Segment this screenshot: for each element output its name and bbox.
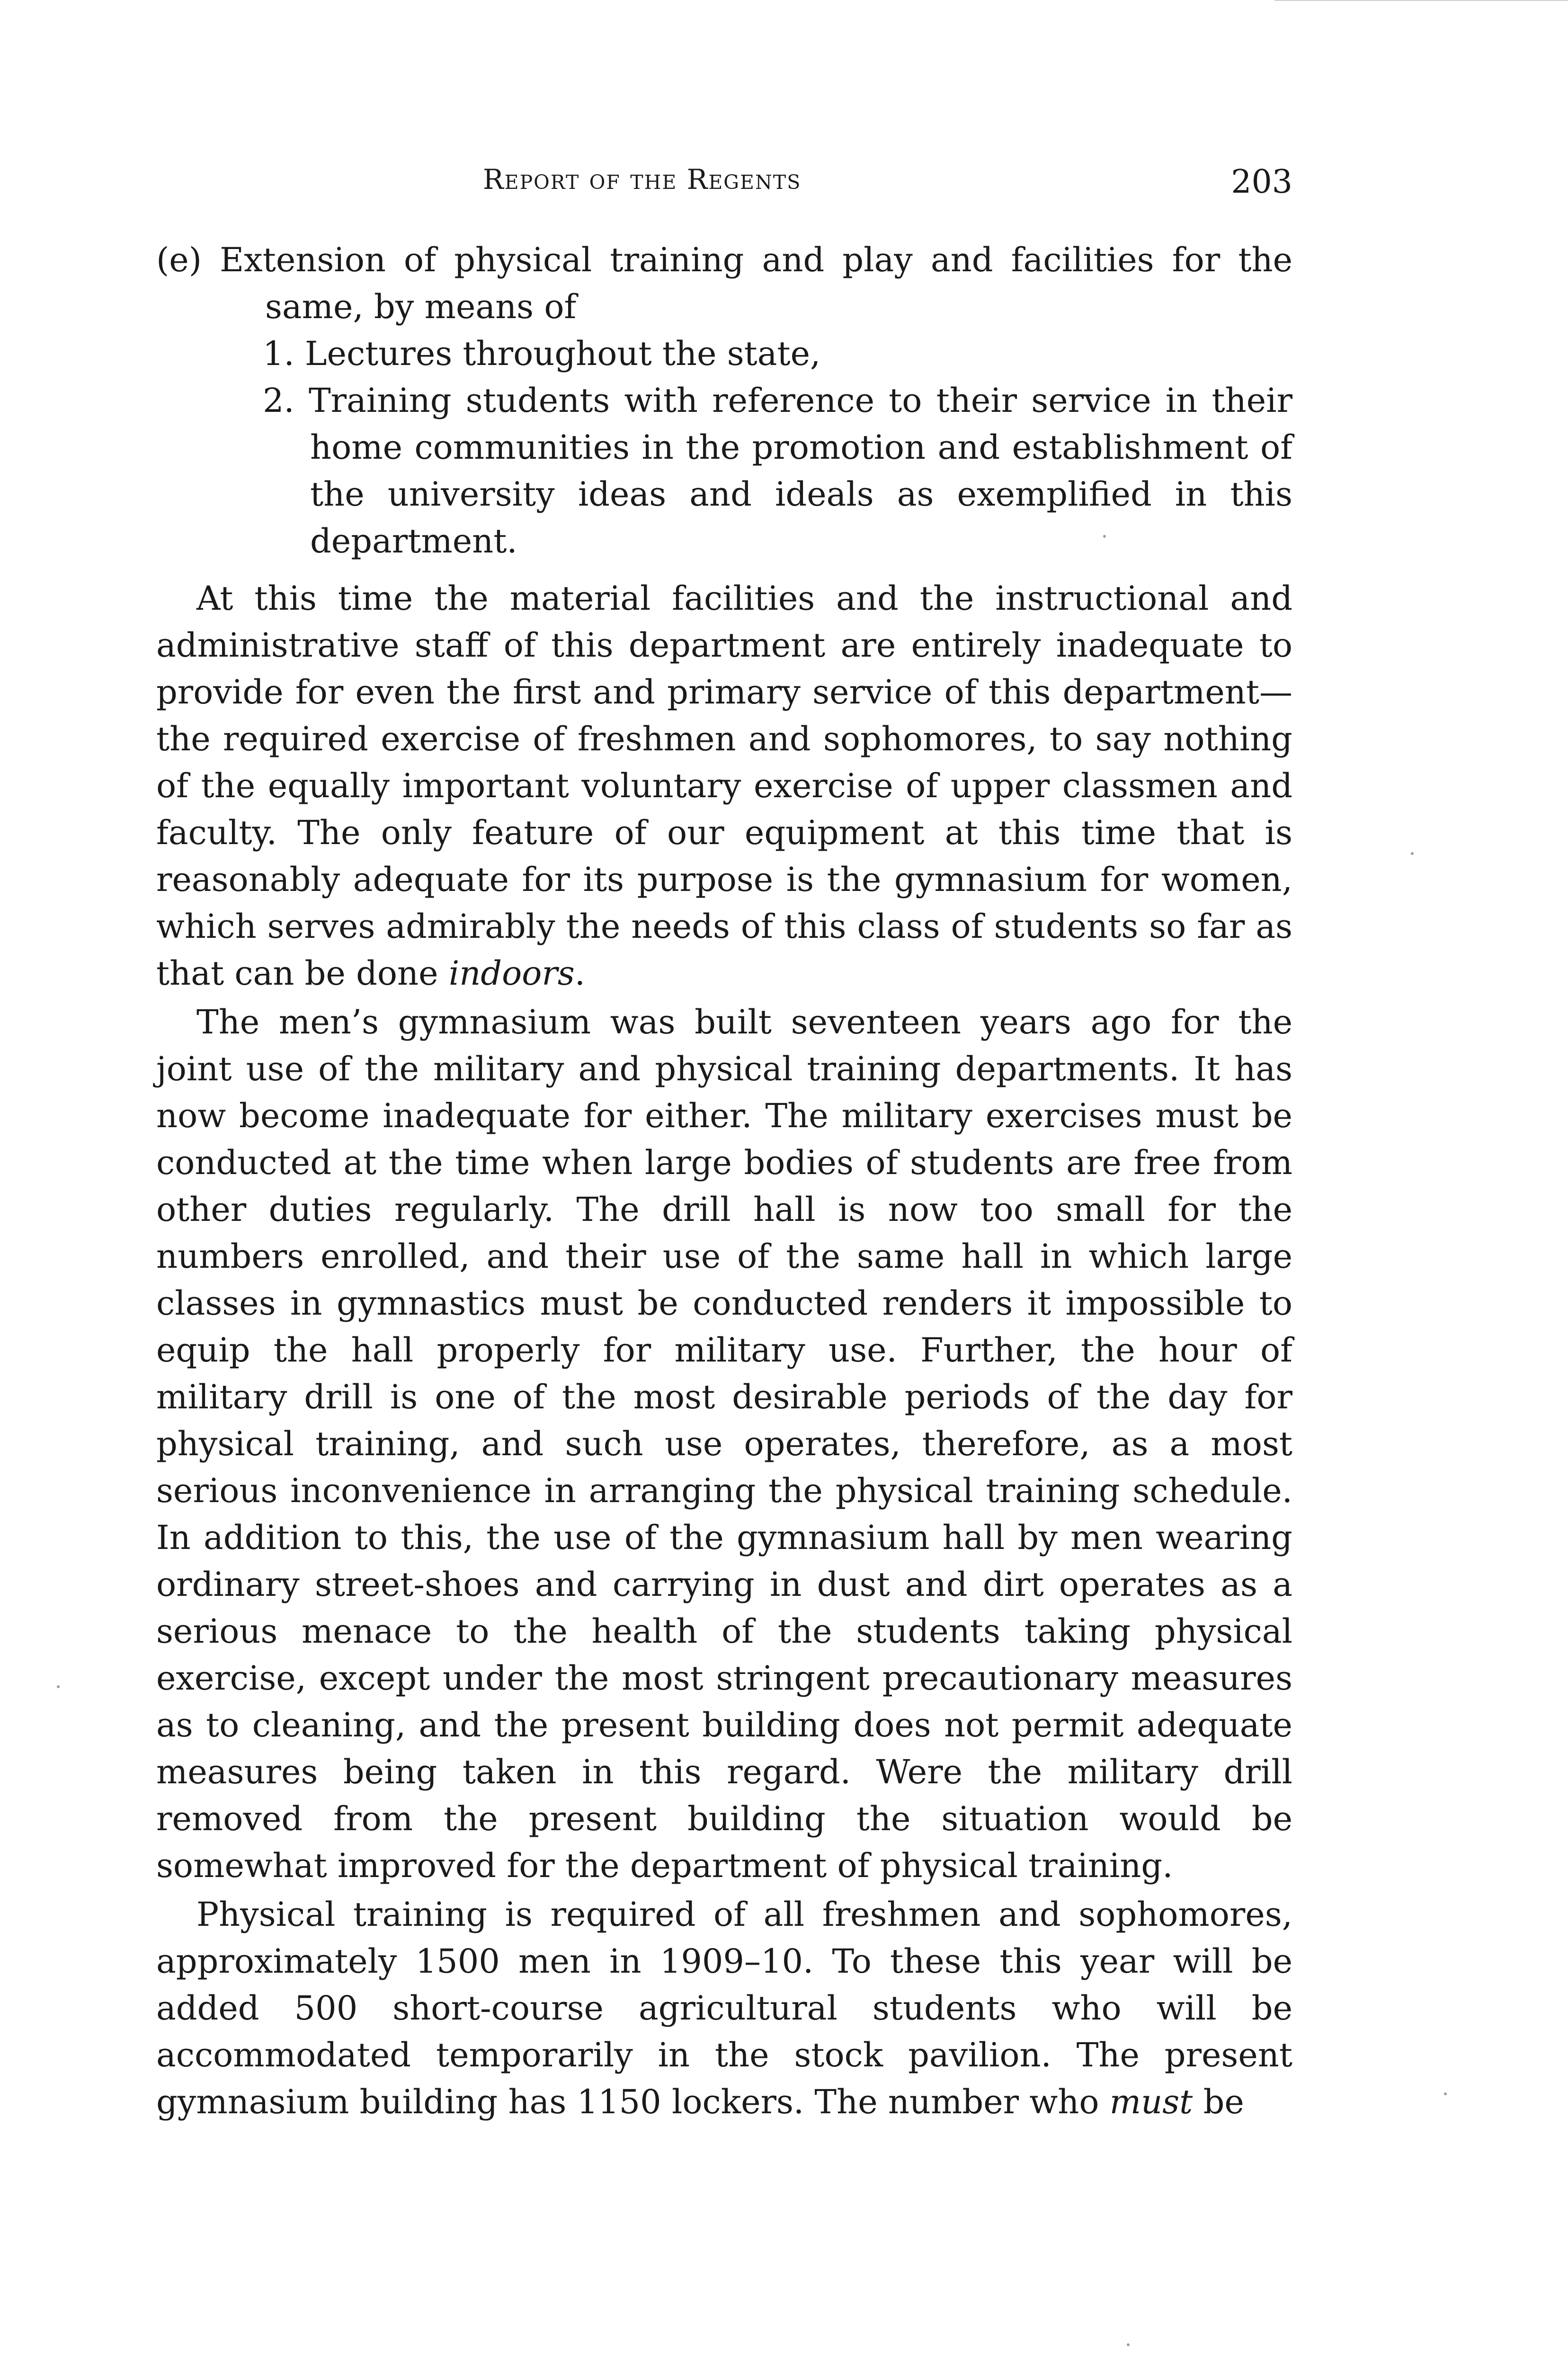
scan-speck: [1103, 535, 1106, 538]
page-number: 203: [1231, 163, 1292, 201]
sub-item-1: 1. Lectures throughout the state,: [263, 334, 821, 373]
scan-speck: [1127, 2343, 1130, 2346]
paragraph-1-end: .: [574, 954, 586, 993]
scan-speck: [57, 1685, 60, 1688]
list-item-e: (e) Extension of physical training and play and facilities for the same, by means of: [156, 240, 1292, 326]
paragraph-3: [156, 1891, 1292, 2126]
body-text: [156, 237, 1292, 2126]
sub-list: [156, 330, 1292, 565]
paragraph-1-emphasis: indoors: [448, 954, 575, 993]
page-header: [156, 163, 1292, 201]
paragraph-3-emphasis: must: [1109, 2082, 1193, 2121]
sub-item-2: 2. Training students with reference to their service in their home communities in the promotion and establishment of the university ideas and ideals as exemplified in this department.: [263, 381, 1292, 561]
running-head: Report of the Regents: [483, 163, 802, 196]
paragraph-3-text: Physical training is required of all freshmen and sophomores, approximately 1500 men in 1909–10. To these this year will be added 500 short-course agricultural students who will be accommodated temporarily in the stock pavilion. The present gymnasium building has 1150 lockers. The number who: [156, 1895, 1292, 2121]
scan-speck: [1444, 2092, 1447, 2095]
paragraph-2: The men’s gymnasium was built seventeen years ago for the joint use of the military and physical training departments. It has now become inadequate for either. The military exercises must be conducted at the time when large bodies of students are free from other duties regularly. The drill hall is now too small for the numbers enrolled, and their use of the same hall in which large classes in gymnastics must be conducted renders it impossible to equip the hall properly for military use. Further, the hour of military drill is one of the most desirable periods of the day for physical training, and such use operates, therefore, as a most serious inconvenience in arranging the physical training schedule. In addition to this, the use of the gymnasium hall by men wearing ordinary street-shoes and carrying in dust and dirt operates as a serious menace to the health of the students taking physical exercise, except under the most stringent precautionary measures as to cleaning, and the present building does not permit adequate measures being taken in this regard. Were the military drill removed from the present building the situation would be somewhat improved for the department of physical training.: [156, 1003, 1292, 1885]
top-edge-rule: [1274, 0, 1568, 1]
paragraph-3-end: be: [1203, 2082, 1244, 2121]
paragraph-1: [156, 575, 1292, 997]
scan-speck: [1411, 852, 1414, 855]
paragraph-1-text: At this time the material facilities and the instructional and administrative staff of this department are entirely inadequate to provide for even the first and primary service of this department—the required exercise of freshmen and sophomores, to say nothing of the equally important voluntary exercise of upper classmen and faculty. The only feature of our equipment at this time that is reasonably adequate for its purpose is the gymnasium for women, which serves admirably the needs of this class of students so far as that can be done: [156, 579, 1292, 993]
